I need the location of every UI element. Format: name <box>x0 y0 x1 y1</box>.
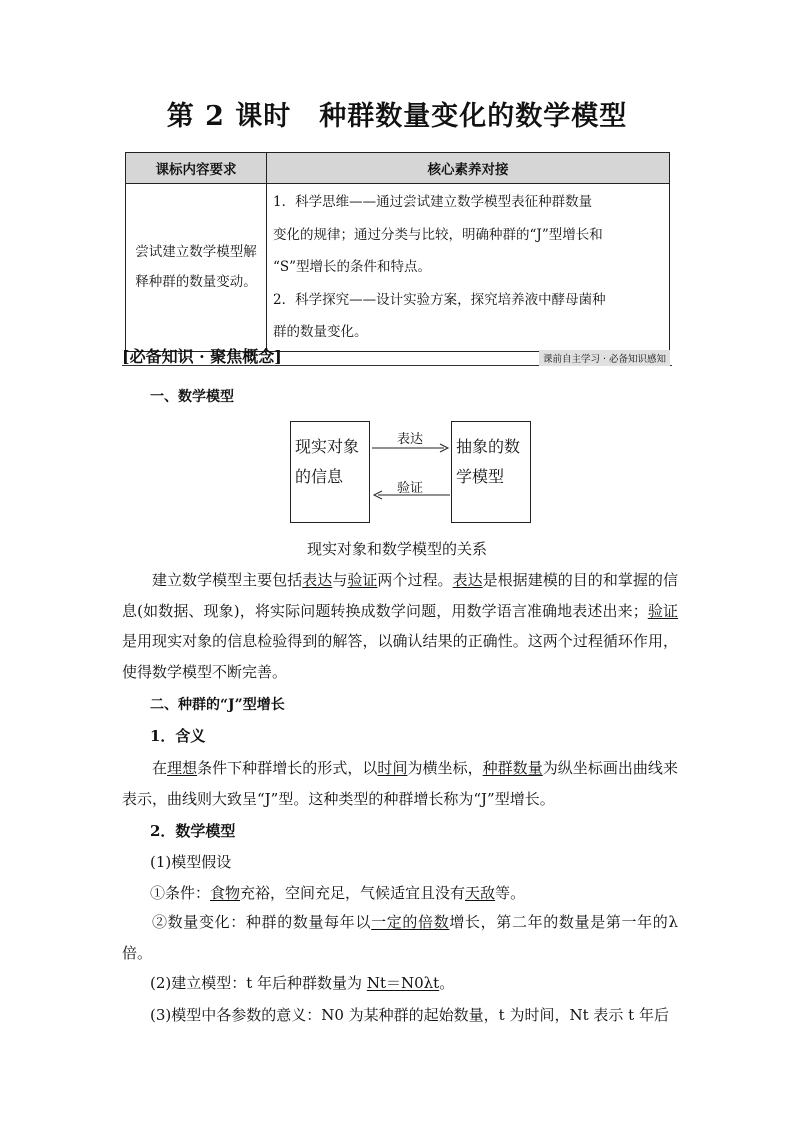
diagram-caption: 现实对象和数学模型的关系 <box>306 540 487 558</box>
text: 建立数学模型主要包括 <box>152 571 303 589</box>
key-term: 天敌 <box>465 884 496 902</box>
text: ①条件： <box>150 884 211 902</box>
table-row <box>126 184 670 352</box>
table-header-competencies: 核心素养对接 <box>267 153 670 184</box>
competency-line: 群的数量变化。 <box>273 324 368 340</box>
text: ②数量变化：种群的数量每年以 <box>152 913 372 931</box>
table-header-row <box>126 153 670 184</box>
diagram-left-box <box>290 421 370 523</box>
diagram-left-line: 现实对象 <box>295 437 360 456</box>
page-title: 第 2 课时 种群数量变化的数学模型 <box>166 101 628 132</box>
paragraph-meaning <box>122 753 678 814</box>
section-banner <box>122 343 672 366</box>
text: λ倍。 <box>122 913 678 962</box>
banner-title: [必备知识 · 聚焦概念] <box>122 347 282 366</box>
section1-heading: 一、数学模型 <box>150 389 234 405</box>
key-term: 时间 <box>377 759 408 777</box>
key-term: 表达 <box>452 571 483 589</box>
key-term: 验证 <box>647 601 678 620</box>
text: 是根据建模的目的和掌握的信息(如数据、现象)，将实际问题转换成数学问题，用数学语言准确地表述出来； <box>122 571 678 620</box>
diagram-right-line: 抽象的数 <box>456 437 521 456</box>
competency-line: 1．科学思维——通过尝试建立数学模型表征种群数量 <box>273 194 593 210</box>
key-term: 一定的倍数 <box>371 913 450 931</box>
text: (2)建立模型：t 年后种群数量为 <box>150 974 367 992</box>
diagram-right-box <box>451 421 531 523</box>
diagram-right-line: 学模型 <box>456 467 505 486</box>
text: 在 <box>152 759 168 777</box>
text: 为纵坐标画出曲线来表示，曲线则大致呈“J”型。这种类型的种群增长称为“J”型增长。 <box>122 759 678 808</box>
text: 两个过程。 <box>377 571 453 589</box>
standards-cell: 尝试建立数学模型解释种群的数量变动。 <box>126 184 267 352</box>
competency-line: 变化的规律；通过分类与比较，明确种群的“J”型增长和 <box>273 226 603 243</box>
text: 增长，第二年的数量是第一年的 <box>449 913 669 931</box>
formula: Nt＝N0λt <box>366 974 440 992</box>
subheading-meaning: 1．含义 <box>150 727 206 745</box>
text: 与 <box>332 571 348 589</box>
competencies-cell <box>267 184 670 352</box>
text: 等。 <box>495 884 526 902</box>
text: 。 <box>439 974 455 992</box>
key-term: 验证 <box>347 571 378 589</box>
competency-line: 2．科学探究——设计实验方案，探究培养液中酵母菌种 <box>273 291 606 308</box>
diagram-left-line: 的信息 <box>295 467 344 486</box>
text: 是用现实对象的信息检验得到的解答，以确认结果的正确性。这两个过程循环作用，使得数学模型不断完善。 <box>122 632 678 681</box>
banner-tag: 课前自主学习 · 必备知识感知 <box>539 350 670 366</box>
subheading-assumption: (1)模型假设 <box>150 853 232 871</box>
text: 条件下种群增长的形式，以 <box>197 759 378 777</box>
key-term: 种群数量 <box>482 759 543 777</box>
parameters-line: (3)模型中各参数的意义：N0 为某种群的起始数量，t 为时间，Nt 表示 t 年后 <box>150 1006 669 1024</box>
competency-line: “S”型增长的条件和特点。 <box>273 259 432 275</box>
subheading-model: 2．数学模型 <box>150 822 236 840</box>
text: 为横坐标， <box>407 759 483 777</box>
key-term: 食物 <box>210 884 241 902</box>
text: 充裕，空间充足，气候适宜且没有 <box>240 884 466 902</box>
key-term: 理想 <box>167 759 198 777</box>
quantity-change-paragraph <box>122 907 678 968</box>
arrow-label-express: 表达 <box>397 432 424 447</box>
standards-table <box>125 152 670 352</box>
key-term: 表达 <box>302 571 333 589</box>
paragraph-modeling <box>122 565 678 687</box>
table-header-standards: 课标内容要求 <box>126 153 267 184</box>
model-formula-line <box>150 972 454 993</box>
arrow-label-verify: 验证 <box>397 481 424 496</box>
condition-line <box>150 882 525 903</box>
section2-heading: 二、种群的“J”型增长 <box>150 697 285 713</box>
